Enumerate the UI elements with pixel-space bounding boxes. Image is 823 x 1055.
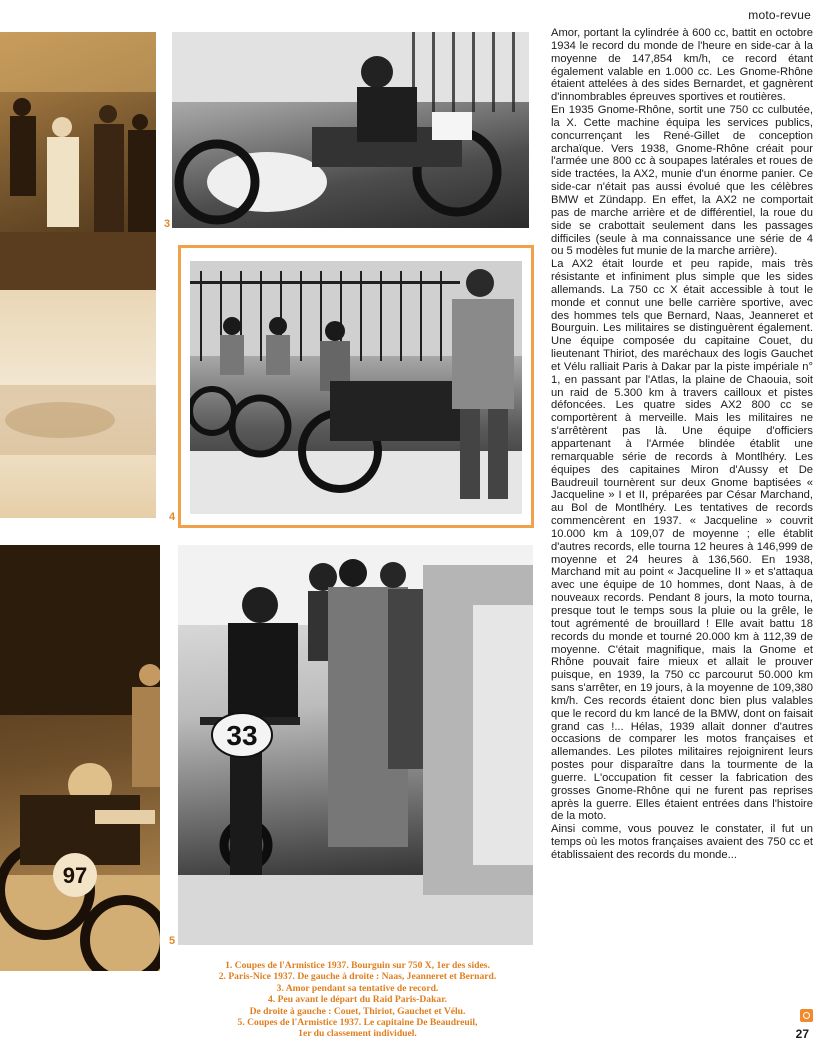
photo-captions: [165, 960, 550, 1040]
photo-pale-left: [0, 290, 156, 518]
page-number: 27: [795, 1027, 809, 1041]
photo-4-frame: [178, 245, 534, 528]
photo-number-4: 4: [169, 511, 176, 523]
article-column: [551, 27, 813, 862]
photo-3-drawing: [172, 32, 529, 228]
magazine-header: moto-revue: [748, 8, 811, 22]
photo-5-de-beaudreuil: [178, 545, 533, 945]
photo-5-drawing: [178, 545, 533, 945]
caption-line: 1. Coupes de l'Armistice 1937. Bourguin sur 750 X, 1er des sides.: [225, 960, 490, 971]
photo-pale-left-drawing: [0, 290, 156, 518]
photo-crowd-left-drawing: [0, 32, 156, 290]
article-paragraph: Amor, portant la cylindrée à 600 cc, battit en octobre 1934 le record du monde de l'heure en side-car à la moyenne de 147,854 km/h, ce record étant également valable en 1.000 cc. Les Gnome-Rhône étaient attelées à des sides Bernardet, et gagnèrent d'innombrables épreuves sportives et routières.: [551, 27, 813, 104]
photo-number-5: 5: [169, 935, 176, 947]
photo-crowd-left: [0, 32, 156, 290]
photo-1-drawing: [0, 545, 160, 971]
caption-line: 2. Paris-Nice 1937. De gauche à droite : Naas, Jeanneret et Bernard.: [218, 971, 497, 983]
photo-1-bourguin: [0, 545, 160, 971]
race-number-33: 33: [226, 720, 258, 751]
end-of-article-square-icon: [800, 1009, 813, 1022]
caption-line: De droite à gauche : Couet, Thiriot, Gauchet et Vélu.: [249, 1005, 466, 1017]
article-paragraph: En 1935 Gnome-Rhône, sortit une 750 cc culbutée, la X. Cette machine équipa les services publics, concurrençant les René-Gillet de conception archaïque. Vers 1938, Gnome-Rhône créait pour l'armée une 800 cc à soupapes latérales et roues de side tractées, la AX2, munie d'un énorme panier. Ce side-car n'était pas aussi évolué que les célèbres BMW et Zündapp. En effet, la AX2 ne comportait pas de marche arrière et de différentiel, la roue du side se crabottait seulement dans les passages difficiles (seule à ma connaissance une série de 4 ou 5 modèles fut munie de la marche arrière).: [551, 104, 813, 258]
caption-line: 4. Peu avant le départ du Raid Paris-Dakar.: [267, 994, 447, 1006]
photo-4-drawing: [190, 261, 522, 514]
race-number-97: 97: [62, 863, 88, 888]
photo-3-amor-record: [172, 32, 529, 228]
photo-number-3: 3: [164, 218, 171, 230]
caption-line: 1er du classement individuel.: [298, 1028, 417, 1040]
article-paragraph: Ainsi comme, vous pouvez le constater, il fut un temps où les motos françaises avaient des 750 cc et établissaient des records du monde...: [551, 823, 813, 861]
article-paragraph: La AX2 était lourde et peu rapide, mais très résistante et infiniment plus simple que les sides allemands. La 750 cc X était accessible à tout le monde et connut une belle carrière sportive, avec des hommes tels que Bernard, Naas, Jeanneret et Bourguin. Les militaires se distinguèrent également. Une équipe composée du capitaine Couet, du lieutenant Thiriot, des maréchaux des logis Gauchet et Vélu ralliait Paris à Dakar par la piste impériale n° 1, en passant par l'Atlas, la plaine de Chaouia, soit un raid de 5.300 km à travers cailloux et pistes défoncées. Les quatre sides AX2 800 cc se comportèrent à merveille. Mais les militaires ne s'arrêtèrent pas là. Une équipe d'officiers appartenant à l'Armée blindée établit une remarquable série de records à Montlhéry. Les équipes des capitaines Miron d'Aussy et De Baudreuil tournèrent sur deux Gnome baptisées « Jacqueline » I et II, préparées par César Marchand, au Bol de Montlhéry. Les tentatives de records commencèrent en 1937. « Jacqueline » couvrit 10.000 km à 109,07 de moyenne ; elle établit d'autres records, elle tourna 12 heures à 146,999 de moyenne et 24 heures à 136,560. En 1938, Marchand mit au point « Jacqueline II » et s'attaqua avec une équipe de 10 hommes, dont Naas, à de nouveaux records. Pendant 8 jours, la moto tourna, presque tout le temps sous la pluie ou la grêle, le tout agrémenté de brouillard ! Elle avait battu 18 records du monde et tourné 20.000 km à 112,39 de moyenne. C'était magnifique, mais la Gnome et Rhône pouvait faire mieux et allait le prouver puisque, en 1939, la 750 cc parcourut 50.000 km sans s'arrêter, en 19 jours, à la moyenne de 109,380 km/h. Ces records étaient donc bien plus valables que le record du km lancé de la BMW, dont on faisait grand cas !... Hélas, 1939 allait donner d'autres occasions de comparer les motos françaises et allemandes. Les pilotes militaires rejoignirent leurs postes pour disparaître dans la tourmente de la guerre. L'occupation fit cesser la fabrication des grosses Gnome-Rhône qui ne furent pas reprises après la guerre. Elles étaient entrées dans l'histoire de la moto.: [551, 258, 813, 823]
caption-line: 5. Coupes de l'Armistice 1937. Le capitaine De Beaudreuil,: [237, 1017, 478, 1029]
photo-4-paris-dakar: [190, 261, 522, 514]
caption-line: 3. Amor pendant sa tentative de record.: [276, 982, 439, 994]
